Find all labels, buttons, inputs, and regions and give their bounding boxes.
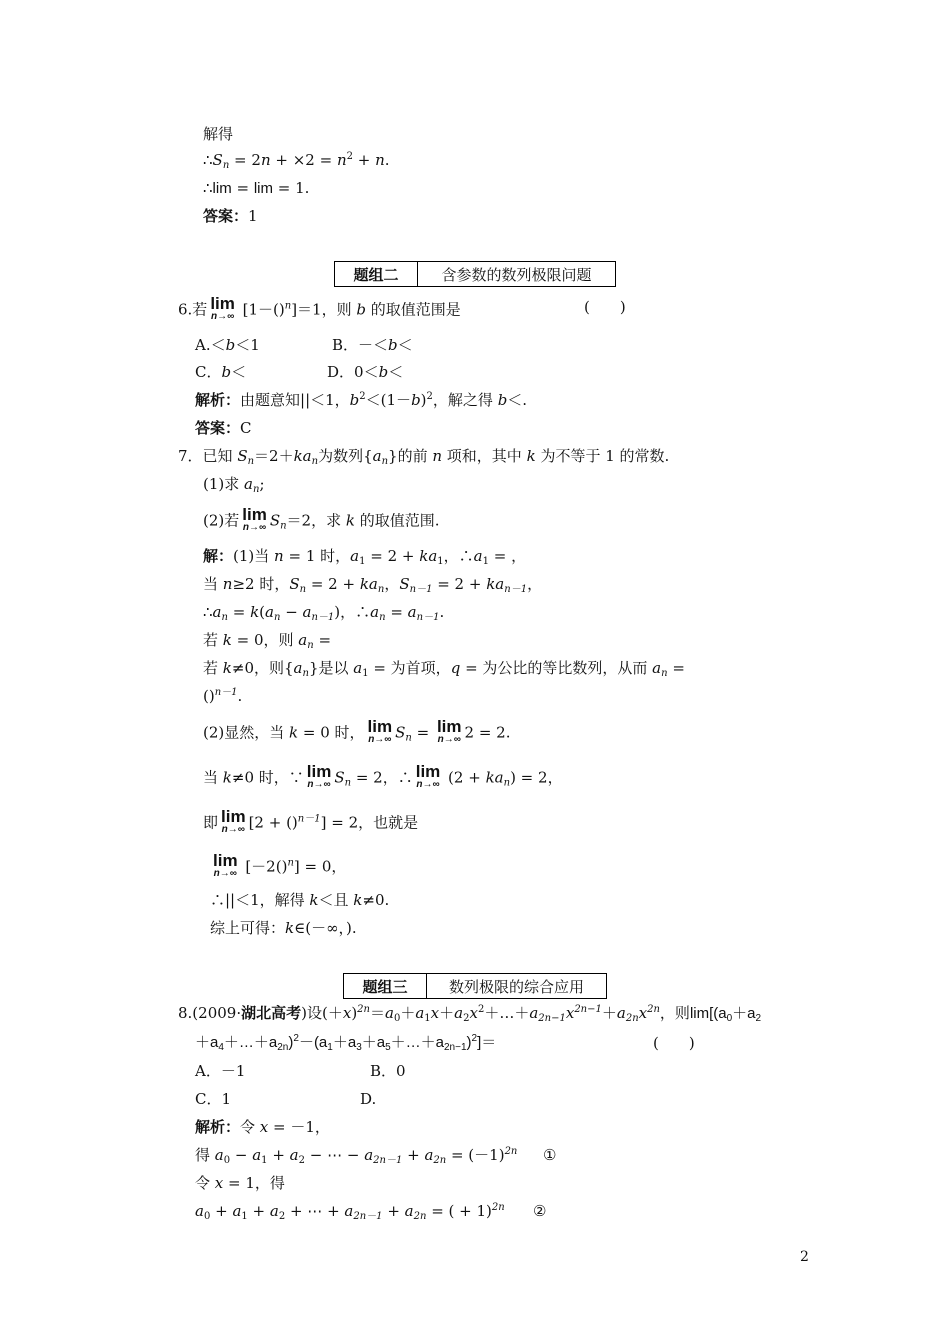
analysis-line: 得 $a_0 - a_1 + a_2$ − ⋯ − $a_{2n-1} + a_{2n} = (-1)^{2n}$ [195,1146,518,1166]
limit-line: ∴lim = lim = 1. [203,179,310,197]
solution-line: lim n→∞ [－2()$^n$] = 0， [213,851,347,879]
solution-line: 当 k≠0 时，∵ lim n→∞ $S_n = 2$，∴ lim n→∞ $(2 + ka_n) = 2$， [203,762,563,790]
solution-line: 若 k≠0，则$\{a_n\}$是以 $a_1$ = 为首项，q = 为公比的等比数列，从而 $a_n$ = [203,659,685,679]
question-7-stem: 7．已知 $S_n=2+ka_n$为数列$\{a_n\}$的前 n 项和，其中 k 为不等于 1 的常数. [178,447,670,467]
analysis-line: 令 x = 1，得 [195,1174,285,1192]
option-b: B．－＜b＜ [332,336,413,354]
solution-line: 解：(1)当 n = 1 时，$a_1 = 2 + ka_1$，$\therefore a_1$ = ， [203,547,527,567]
answer-line: 答案：C [195,419,252,437]
group-title-box [343,973,607,999]
option-c: C．1 [195,1090,232,1108]
solve-line: 解得 [203,125,234,143]
option-c: C．b＜ [195,363,247,381]
solution-line: ()$^{n-1}$. [203,687,243,705]
answer-parenthesis: ( ) [653,1034,695,1052]
question-7-part-2: (2)若 lim n→∞ $S_n=2$，求 k 的取值范围. [203,505,440,533]
option-a: A．－1 [195,1062,246,1080]
solution-line: $\therefore a_n = k(a_n - a_{n-1})$，$\therefore a_n = a_{n-1}$. [203,603,445,623]
question-6-stem: 6.若 lim n→∞ [1－()$^n$]＝1，则 b 的取值范围是 [178,294,461,322]
answer-line: 答案：1 [203,207,258,225]
page-number: 2 [800,1249,809,1265]
group-label: 题组二 [335,262,418,286]
equation-marker-2: ② [533,1202,547,1220]
solution-line: 即 lim n→∞ [2 + ()$^{n-1}$] = 2，也就是 [203,807,419,835]
solution-line: 当 n≥2 时，$S_n = 2 + ka_n$，$S_{n-1} = 2 + ka_{n-1}$， [203,575,543,595]
solution-line: 综上可得：k∈(－∞，). [210,919,357,937]
question-8-stem: 8.(2009·湖北高考)设$(+x)^{2n}=a_0+a_1x+a_2x^2+\dots+a_{2n-1}x^{2n-1}+a_{2n}x^{2n}$，则$\lim[(a_0+a_2$ [178,1004,762,1024]
equation-marker-1: ① [543,1146,557,1164]
solution-line: ∴||＜1，解得 k＜且 k≠0. [210,891,390,909]
analysis-line: $a_0 + a_1 + a_2$ + ⋯ + $a_{2n-1} + a_{2n}$ = ( + 1)$^{2n}$ [195,1202,505,1222]
group-label: 题组三 [344,974,427,998]
option-b: B．0 [370,1062,406,1080]
solution-line: (2)显然，当 k = 0 时， lim n→∞ $S_n$ = lim n→∞ 2 = 2. [203,717,511,745]
option-d: D. [360,1090,377,1108]
analysis-line: 解析：令 x = －1， [195,1118,330,1136]
sum-formula-line: $\therefore S_n = 2n + \times 2 = n^2 + n$. [203,151,390,171]
group-title-box [334,261,616,287]
analysis-line: 解析：由题意知||＜1，$b^2<(1-b)^2$，解之得 b＜. [195,391,528,409]
question-8-stem-cont: $+a_4+\dots+a_{2n})^2-(a_1+a_3+a_5+\dots+a_{2n-1})^2]=$ [195,1033,497,1053]
solution-line: 若 k = 0，则 $a_n$ = [203,631,332,651]
group-title: 数列极限的综合应用 [448,977,584,996]
group-title: 含参数的数列极限问题 [441,265,592,284]
question-7-part-1: (1)求 $a_n$; [203,475,265,495]
option-a: A.＜b＜1 [195,336,260,354]
answer-parenthesis: ( ) [584,298,626,316]
option-d: D．0＜b＜ [327,363,404,381]
